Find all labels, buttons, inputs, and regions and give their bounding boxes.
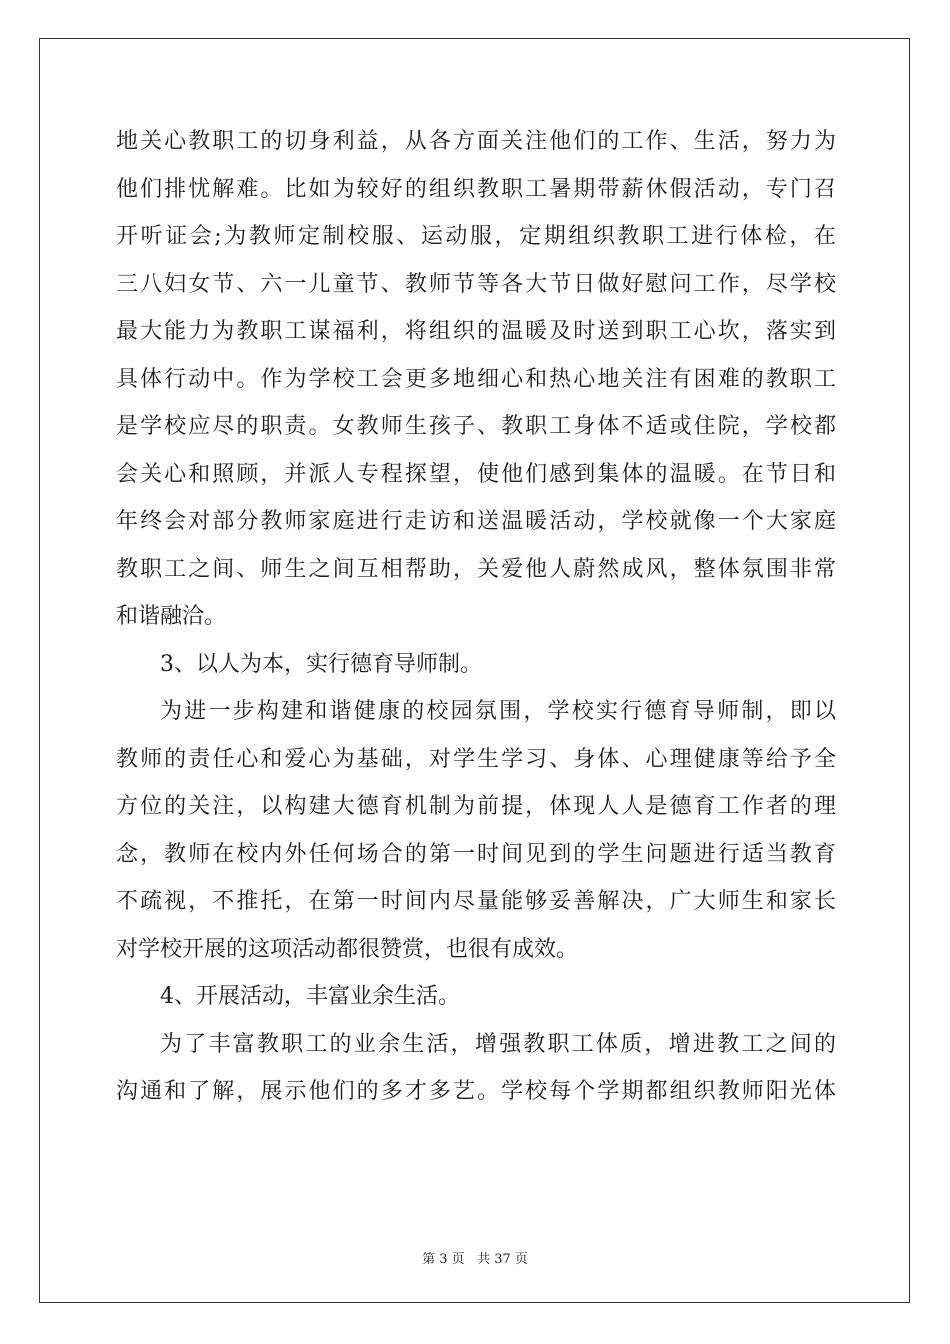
text-line: 三八妇女节、六一儿童节、教师节等各大节日做好慰问工作，尽学校 [116,271,836,297]
text-line: 为进一步构建和谐健康的校园氛围，学校实行德育导师制，即以 [160,699,836,724]
text-line: 会关心和照顾，并派人专程探望，使他们感到集体的温暖。在节日和 [116,461,836,487]
page-footer [0,1248,950,1267]
text-line: 他们排忧解难。比如为较好的组织教职工暑期带薪休假活动，专门召 [116,176,836,202]
text-line: 最大能力为教职工谋福利，将组织的温暖及时送到职工心坎，落实到 [116,319,836,344]
text-line: 地关心教职工的切身利益，从各方面关注他们的工作、生活，努力为 [116,129,836,154]
section-heading-3: 3、以人为本，实行德育导师制。 [160,651,482,677]
text-line: 念，教师在校内外任何场合的第一时间见到的学生问题进行适当教育 [116,841,836,867]
document-body [116,118,836,1116]
text-line: 方位的关注，以构建大德育机制为前提，体现人人是德育工作者的理 [116,794,836,819]
text-line: 教师的责任心和爱心为基础，对学生学习、身体、心理健康等给予全 [116,746,836,772]
total-pages-indicator: 共 37 页 [477,1252,528,1267]
text-line: 年终会对部分教师家庭进行走访和送温暖活动，学校就像一个大家庭 [116,509,836,534]
section-heading-4: 4、开展活动，丰富业余生活。 [160,984,460,1009]
text-line: 教职工之间、师生之间互相帮助，关爱他人蔚然成风，整体氛围非常 [116,556,836,582]
text-line: 和谐融洽。 [116,604,227,629]
text-line: 对学校开展的这项活动都很赞赏，也很有成效。 [116,936,579,962]
text-line: 不疏视，不推托，在第一时间内尽量能够妥善解决，广大师生和家长 [116,889,836,914]
text-line: 为了丰富教职工的业余生活，增强教职工体质，增进教工之间的 [160,1031,836,1057]
text-line: 是学校应尽的职责。女教师生孩子、教职工身体不适或住院，学校都 [116,414,836,439]
text-line: 具体行动中。作为学校工会更多地细心和热心地关注有困难的教职工 [116,366,836,392]
text-line: 沟通和了解，展示他们的多才多艺。学校每个学期都组织教师阳光体 [116,1079,836,1104]
text-line: 开听证会;为教师定制校服、运动服，定期组织教职工进行体检，在 [116,224,836,249]
current-page-indicator: 第 3 页 [422,1252,465,1267]
